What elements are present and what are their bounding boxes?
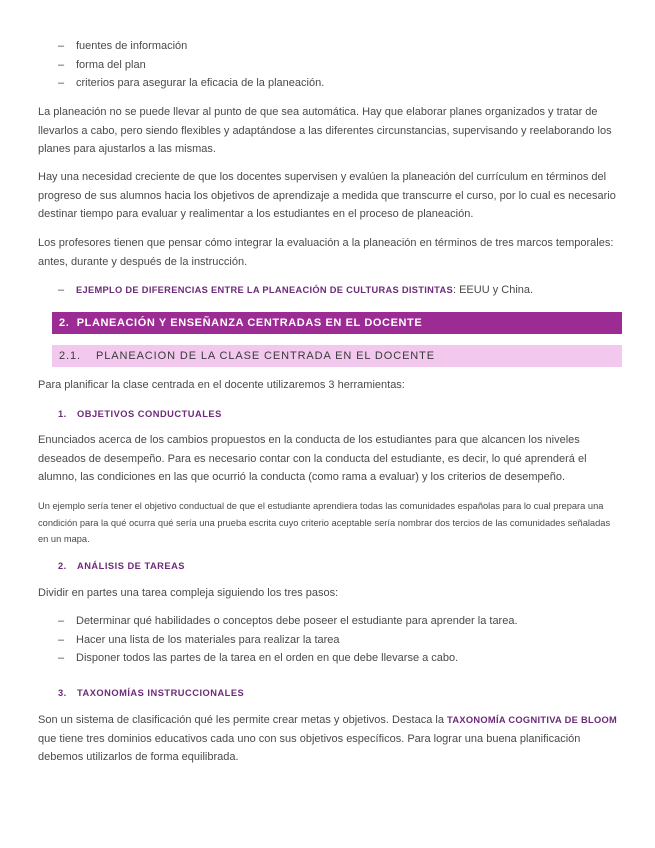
paragraph-evaluacion: Los profesores tienen que pensar cómo integrar la evaluación a la planeación en términos de tres marcos temporales: antes, durante y después de la instrucción. [38,237,614,268]
section-2-title: PLANEACIÓN Y ENSEÑANZA CENTRADAS EN EL DOCENTE [76,317,423,329]
paragraph-tareas: Dividir en partes una tarea compleja siguiendo los tres pasos: [38,587,339,599]
taxonomias-text-1: Son un sistema de clasificación qué les permite crear metas y objetivos. Destaca la [38,714,448,726]
paragraph-taxonomias [38,711,618,767]
example-dash-list [58,281,533,300]
heading-2-number: 2. [58,561,67,571]
heading-analisis [58,559,185,573]
paragraph-planeacion: La planeación no se puede llevar al punto de que sea automática. Hay que elaborar planes organizados y tratar de llevarlos a cabo, pero siendo flexibles y adaptándose a las diferentes circunstancias, supervisando y reelaborando los planes para ajustarlos a las mismas. [38,106,612,155]
paragraph-ejemplo: Un ejemplo sería tener el objetivo conductual de que el estudiante aprendiera todas las comunidades españolas para lo cual prepara una condición para la qué ocurra qué sería una prueba escrita cuyo criterio aceptable sería nombrar dos tercios de las comunidades señaladas en un mapa. [38,501,611,544]
example-rest-text: : EEUU y China. [452,284,534,296]
heading-2-title: ANÁLISIS DE TAREAS [77,561,186,571]
heading-1-title: OBJETIVOS CONDUCTUALES [77,409,222,419]
list-item: – Disponer todos las partes de la tarea en el orden en que debe llevarse a cabo. [58,649,518,668]
list-item: – fuentes de información [58,37,324,56]
list-item: – Determinar qué habilidades o conceptos debe poseer el estudiante para aprender la tarea. [58,612,518,631]
section-2-heading-bar [52,312,622,334]
heading-3-title: TAXONOMÍAS INSTRUCCIONALES [77,688,245,698]
paragraph-objetivos: Enunciados acerca de los cambios propuestos en la conducta de los estudiantes para que alcancen los niveles deseados de desempeño. Para es necesario contar con la conducta del estudiante, es decir, lo qué aprenderá el alumno, las condiciones en las que ocurrió la conducta (como rama a evaluar) y los criterios de desempeño. [38,434,587,483]
tareas-dash-list [58,612,518,668]
list-item: – criterios para asegurar la eficacia de la planeación. [58,74,324,93]
taxonomia-bloom-bold: TAXONOMÍA COGNITIVA DE BLOOM [447,715,618,725]
heading-1-number: 1. [58,409,67,419]
heading-taxonomias [58,686,244,700]
example-bold-text: EJEMPLO DE DIFERENCIAS ENTRE LA PLANEACIÓN DE CULTURAS DISTINTAS [76,285,453,295]
paragraph-intro: Para planificar la clase centrada en el docente utilizaremos 3 herramientas: [38,379,405,391]
heading-objetivos [58,407,222,421]
paragraph-supervision: Hay una necesidad creciente de que los docentes supervisen y evalúen la planeación del currículum en términos del progreso de sus alumnos hacia los objetivos de aprendizaje a medida que transcurre el curso, por lo cual es necesario destinar tiempo para evaluar y realimentar a los estudiantes en el proceso de planeación. [38,171,616,220]
section-2-1-number: 2.1. [59,350,81,362]
taxonomias-text-2: que tiene tres dominios educativos cada uno con sus objetivos específicos. Para lograr una buena planificación debemos utilizarlos de forma equilibrada. [38,732,581,763]
list-item-example [58,281,533,300]
list-item: – forma del plan [58,56,324,75]
section-2-1-heading-bar [52,345,622,367]
top-dash-list [58,37,324,93]
section-2-number: 2. [59,317,70,329]
section-2-1-title: PLANEACION DE LA CLASE CENTRADA EN EL DOCENTE [96,350,436,362]
heading-3-number: 3. [58,688,67,698]
list-item: – Hacer una lista de los materiales para realizar la tarea [58,631,518,650]
